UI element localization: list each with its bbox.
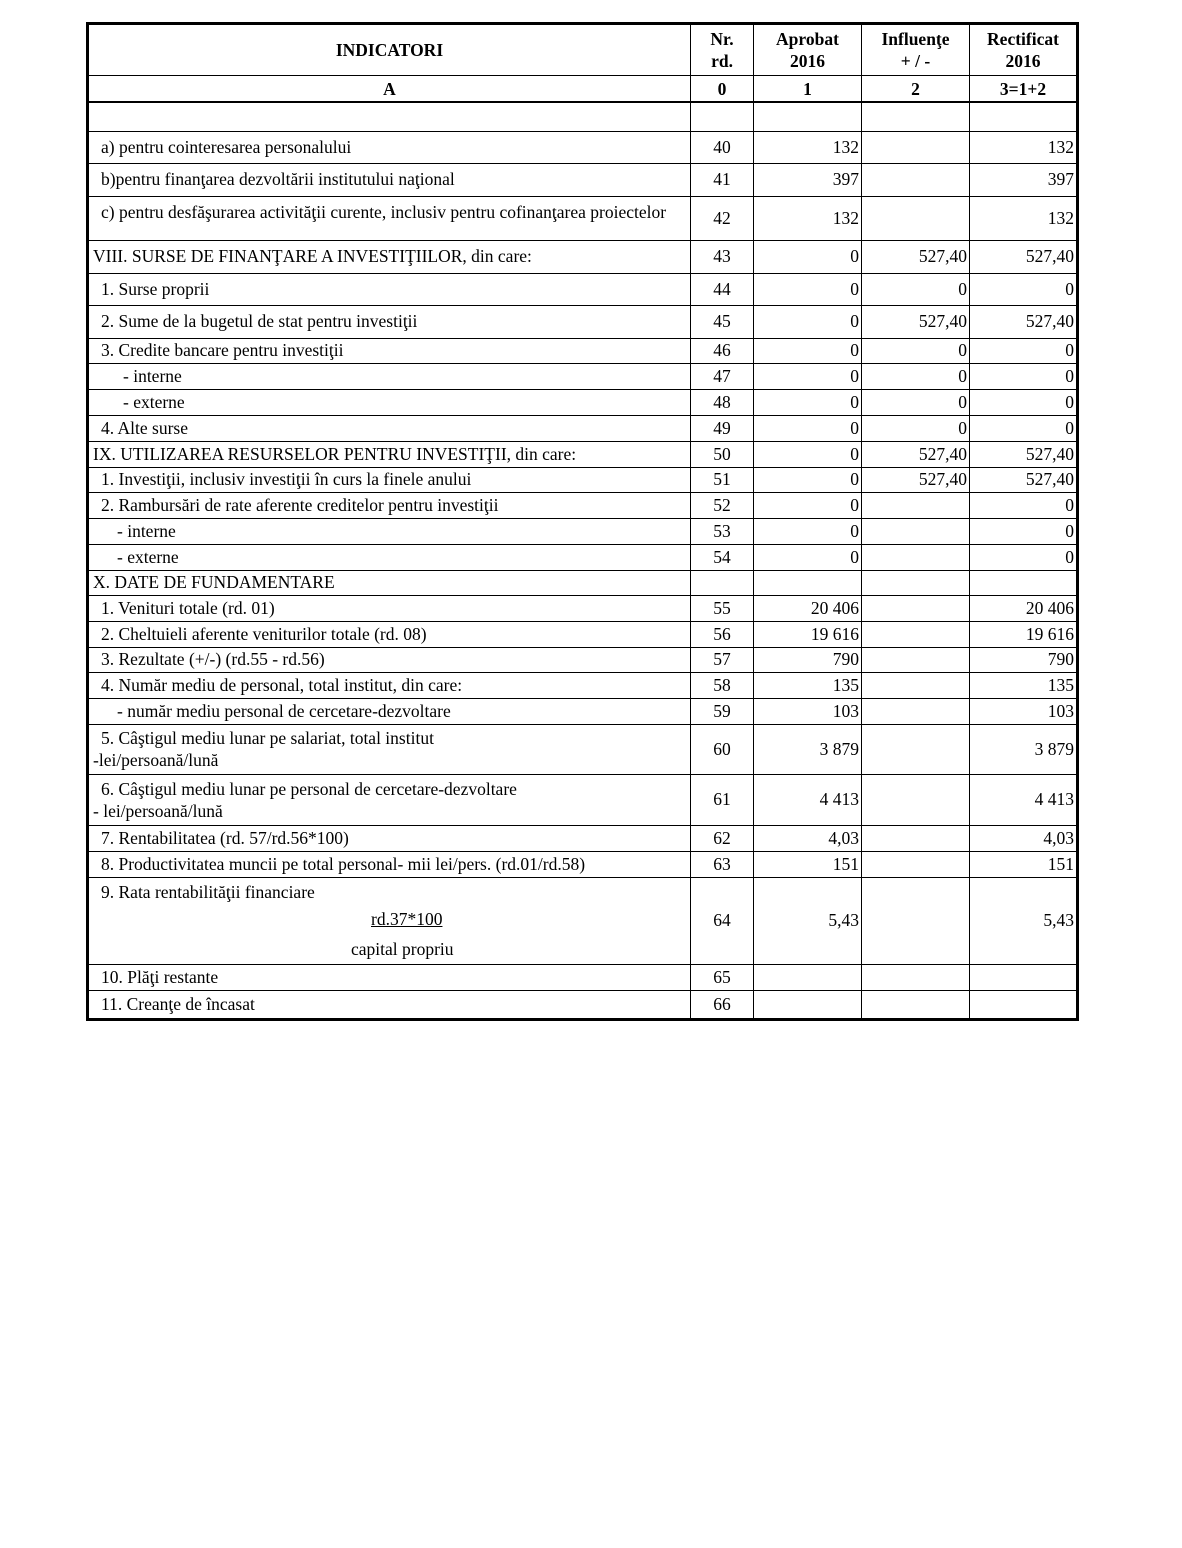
table-row bbox=[88, 415, 1078, 441]
row-label: - număr mediu personal de cercetare-dezvoltare bbox=[88, 698, 691, 724]
row-aprobat: 103 bbox=[754, 698, 862, 724]
row-aprobat: 3 879 bbox=[754, 724, 862, 774]
row-rectificat: 527,40 bbox=[970, 240, 1078, 273]
row-aprobat: 0 bbox=[754, 389, 862, 415]
index-2: 2 bbox=[862, 76, 970, 103]
fraction-denominator: capital propriu bbox=[351, 938, 454, 959]
row-nr: 49 bbox=[691, 415, 754, 441]
row-influente bbox=[862, 774, 970, 825]
row-rectificat: 527,40 bbox=[970, 467, 1078, 492]
table-row bbox=[88, 672, 1078, 698]
row-label: b)pentru finanţarea dezvoltării institutului naţional bbox=[88, 163, 691, 196]
row-rectificat: 3 879 bbox=[970, 724, 1078, 774]
row-rectificat: 20 406 bbox=[970, 595, 1078, 621]
empty-cell bbox=[691, 102, 754, 131]
row-influente bbox=[862, 492, 970, 518]
row-nr: 57 bbox=[691, 647, 754, 672]
row-aprobat: 0 bbox=[754, 240, 862, 273]
row-nr: 63 bbox=[691, 851, 754, 877]
row-nr: 42 bbox=[691, 196, 754, 240]
row-nr: 62 bbox=[691, 825, 754, 851]
row-nr: 45 bbox=[691, 305, 754, 338]
row-label: - interne bbox=[88, 518, 691, 544]
row-label: 2. Rambursări de rate aferente creditelor pentru investiţii bbox=[88, 492, 691, 518]
empty-cell bbox=[970, 102, 1078, 131]
row-aprobat: 151 bbox=[754, 851, 862, 877]
row-rectificat: 132 bbox=[970, 196, 1078, 240]
row-nr: 43 bbox=[691, 240, 754, 273]
table-row bbox=[88, 621, 1078, 647]
table-row bbox=[88, 467, 1078, 492]
row-influente bbox=[862, 964, 970, 990]
row-label: 3. Rezultate (+/-) (rd.55 - rd.56) bbox=[88, 647, 691, 672]
row-rectificat bbox=[970, 570, 1078, 595]
row-nr: 41 bbox=[691, 163, 754, 196]
row-influente bbox=[862, 518, 970, 544]
row-rectificat: 103 bbox=[970, 698, 1078, 724]
row-aprobat: 790 bbox=[754, 647, 862, 672]
row-rectificat: 0 bbox=[970, 273, 1078, 305]
index-a: A bbox=[88, 76, 691, 103]
row-aprobat bbox=[754, 990, 862, 1019]
row-influente: 527,40 bbox=[862, 240, 970, 273]
row-aprobat: 20 406 bbox=[754, 595, 862, 621]
row-nr: 56 bbox=[691, 621, 754, 647]
row-label: 2. Sume de la bugetul de stat pentru investiţii bbox=[88, 305, 691, 338]
row-aprobat: 4,03 bbox=[754, 825, 862, 851]
row-label: 6. Câştigul mediu lunar pe personal de cercetare-dezvoltare - lei/persoană/lună bbox=[88, 774, 691, 825]
budget-indicators-table bbox=[86, 22, 1079, 1021]
row-aprobat: 397 bbox=[754, 163, 862, 196]
table-row bbox=[88, 774, 1078, 825]
row-label bbox=[88, 877, 691, 964]
row-nr: 55 bbox=[691, 595, 754, 621]
row-label: 4. Alte surse bbox=[88, 415, 691, 441]
row-influente bbox=[862, 851, 970, 877]
row-aprobat: 0 bbox=[754, 273, 862, 305]
table-row bbox=[88, 825, 1078, 851]
row-aprobat: 4 413 bbox=[754, 774, 862, 825]
row-aprobat: 135 bbox=[754, 672, 862, 698]
row-influente bbox=[862, 724, 970, 774]
row-nr: 46 bbox=[691, 338, 754, 363]
row-rectificat: 0 bbox=[970, 363, 1078, 389]
header-indicatori: INDICATORI bbox=[88, 24, 691, 76]
row-nr: 61 bbox=[691, 774, 754, 825]
row-influente bbox=[862, 196, 970, 240]
row-rectificat: 0 bbox=[970, 415, 1078, 441]
row-aprobat: 0 bbox=[754, 467, 862, 492]
row-influente: 527,40 bbox=[862, 441, 970, 467]
row-aprobat: 0 bbox=[754, 518, 862, 544]
row-label: X. DATE DE FUNDAMENTARE bbox=[88, 570, 691, 595]
fraction-numerator: rd.37*100 bbox=[371, 908, 443, 929]
row-nr: 48 bbox=[691, 389, 754, 415]
row-nr: 59 bbox=[691, 698, 754, 724]
row-rectificat: 4 413 bbox=[970, 774, 1078, 825]
table-row bbox=[88, 273, 1078, 305]
row-nr: 60 bbox=[691, 724, 754, 774]
row-nr: 66 bbox=[691, 990, 754, 1019]
row-aprobat: 0 bbox=[754, 415, 862, 441]
table-row bbox=[88, 131, 1078, 163]
row-influente: 527,40 bbox=[862, 467, 970, 492]
table-row bbox=[88, 698, 1078, 724]
row-influente bbox=[862, 825, 970, 851]
empty-cell bbox=[88, 102, 691, 131]
row-influente bbox=[862, 544, 970, 570]
row-influente bbox=[862, 672, 970, 698]
table-row bbox=[88, 102, 1078, 131]
row-rectificat: 0 bbox=[970, 389, 1078, 415]
table-row bbox=[88, 964, 1078, 990]
row-aprobat bbox=[754, 964, 862, 990]
rata-label: 9. Rata rentabilităţii financiare bbox=[101, 881, 315, 902]
row-influente bbox=[862, 990, 970, 1019]
row-rectificat: 5,43 bbox=[970, 877, 1078, 964]
row-label: 1. Venituri totale (rd. 01) bbox=[88, 595, 691, 621]
row-nr: 50 bbox=[691, 441, 754, 467]
row-label: a) pentru cointeresarea personalului bbox=[88, 131, 691, 163]
header-influente: Influenţe + / - bbox=[862, 24, 970, 76]
table-row bbox=[88, 877, 1078, 964]
row-label: 1. Surse proprii bbox=[88, 273, 691, 305]
row-influente bbox=[862, 647, 970, 672]
row-rectificat: 790 bbox=[970, 647, 1078, 672]
row-rectificat: 4,03 bbox=[970, 825, 1078, 851]
row-label: - externe bbox=[88, 389, 691, 415]
row-aprobat: 19 616 bbox=[754, 621, 862, 647]
row-aprobat: 0 bbox=[754, 441, 862, 467]
row-label: 10. Plăţi restante bbox=[88, 964, 691, 990]
row-aprobat: 0 bbox=[754, 338, 862, 363]
index-1: 1 bbox=[754, 76, 862, 103]
table-row bbox=[88, 724, 1078, 774]
row-label: 8. Productivitatea muncii pe total personal- mii lei/pers. (rd.01/rd.58) bbox=[88, 851, 691, 877]
table-row bbox=[88, 163, 1078, 196]
row-influente: 0 bbox=[862, 338, 970, 363]
row-rectificat: 0 bbox=[970, 338, 1078, 363]
row-nr: 58 bbox=[691, 672, 754, 698]
row-nr: 47 bbox=[691, 363, 754, 389]
row-nr: 64 bbox=[691, 877, 754, 964]
row-label: 3. Credite bancare pentru investiţii bbox=[88, 338, 691, 363]
table-row bbox=[88, 389, 1078, 415]
row-rectificat: 19 616 bbox=[970, 621, 1078, 647]
row-nr: 40 bbox=[691, 131, 754, 163]
row-rectificat: 132 bbox=[970, 131, 1078, 163]
row-rectificat: 135 bbox=[970, 672, 1078, 698]
row-influente: 527,40 bbox=[862, 305, 970, 338]
row-nr: 51 bbox=[691, 467, 754, 492]
row-aprobat: 0 bbox=[754, 492, 862, 518]
row-nr: 52 bbox=[691, 492, 754, 518]
row-rectificat: 527,40 bbox=[970, 305, 1078, 338]
row-influente bbox=[862, 570, 970, 595]
row-nr: 65 bbox=[691, 964, 754, 990]
row-aprobat: 0 bbox=[754, 363, 862, 389]
index-3: 3=1+2 bbox=[970, 76, 1078, 103]
row-rectificat: 397 bbox=[970, 163, 1078, 196]
table-row bbox=[88, 363, 1078, 389]
table-row bbox=[88, 990, 1078, 1019]
row-rectificat: 0 bbox=[970, 544, 1078, 570]
row-label: c) pentru desfăşurarea activităţii curente, inclusiv pentru cofinanţarea proiectelor bbox=[88, 196, 691, 240]
row-label: VIII. SURSE DE FINANŢARE A INVESTIŢIILOR, din care: bbox=[88, 240, 691, 273]
row-influente bbox=[862, 877, 970, 964]
row-nr bbox=[691, 570, 754, 595]
column-index-row bbox=[88, 76, 1078, 103]
row-rectificat: 0 bbox=[970, 518, 1078, 544]
row-label: - interne bbox=[88, 363, 691, 389]
header-nr-rd: Nr. rd. bbox=[691, 24, 754, 76]
row-label: 1. Investiţii, inclusiv investiţii în curs la finele anului bbox=[88, 467, 691, 492]
row-aprobat: 132 bbox=[754, 196, 862, 240]
row-influente bbox=[862, 131, 970, 163]
table-row bbox=[88, 338, 1078, 363]
header-rectificat: Rectificat 2016 bbox=[970, 24, 1078, 76]
table-row bbox=[88, 240, 1078, 273]
empty-cell bbox=[862, 102, 970, 131]
row-rectificat: 151 bbox=[970, 851, 1078, 877]
row-influente: 0 bbox=[862, 273, 970, 305]
row-nr: 54 bbox=[691, 544, 754, 570]
table-row bbox=[88, 544, 1078, 570]
table-row bbox=[88, 647, 1078, 672]
row-influente bbox=[862, 595, 970, 621]
row-aprobat: 132 bbox=[754, 131, 862, 163]
table-row bbox=[88, 851, 1078, 877]
row-aprobat: 0 bbox=[754, 305, 862, 338]
row-aprobat: 0 bbox=[754, 544, 862, 570]
table-row bbox=[88, 595, 1078, 621]
row-aprobat bbox=[754, 570, 862, 595]
table-row bbox=[88, 196, 1078, 240]
table-row bbox=[88, 492, 1078, 518]
row-influente bbox=[862, 621, 970, 647]
row-influente bbox=[862, 698, 970, 724]
row-rectificat bbox=[970, 990, 1078, 1019]
row-label: 4. Număr mediu de personal, total institut, din care: bbox=[88, 672, 691, 698]
row-nr: 44 bbox=[691, 273, 754, 305]
row-influente: 0 bbox=[862, 363, 970, 389]
header-aprobat: Aprobat 2016 bbox=[754, 24, 862, 76]
index-0: 0 bbox=[691, 76, 754, 103]
row-label: 11. Creanţe de încasat bbox=[88, 990, 691, 1019]
row-rectificat bbox=[970, 964, 1078, 990]
table-row bbox=[88, 441, 1078, 467]
table-row bbox=[88, 305, 1078, 338]
row-label: 2. Cheltuieli aferente veniturilor totale (rd. 08) bbox=[88, 621, 691, 647]
table-row bbox=[88, 570, 1078, 595]
row-rectificat: 0 bbox=[970, 492, 1078, 518]
row-label: 7. Rentabilitatea (rd. 57/rd.56*100) bbox=[88, 825, 691, 851]
row-label: IX. UTILIZAREA RESURSELOR PENTRU INVESTIŢII, din care: bbox=[88, 441, 691, 467]
header-row bbox=[88, 24, 1078, 76]
table-row bbox=[88, 518, 1078, 544]
row-label: 5. Câştigul mediu lunar pe salariat, total institut -lei/persoană/lună bbox=[88, 724, 691, 774]
row-influente: 0 bbox=[862, 415, 970, 441]
row-nr: 53 bbox=[691, 518, 754, 544]
row-influente: 0 bbox=[862, 389, 970, 415]
row-aprobat: 5,43 bbox=[754, 877, 862, 964]
row-label: - externe bbox=[88, 544, 691, 570]
empty-cell bbox=[754, 102, 862, 131]
row-rectificat: 527,40 bbox=[970, 441, 1078, 467]
row-influente bbox=[862, 163, 970, 196]
